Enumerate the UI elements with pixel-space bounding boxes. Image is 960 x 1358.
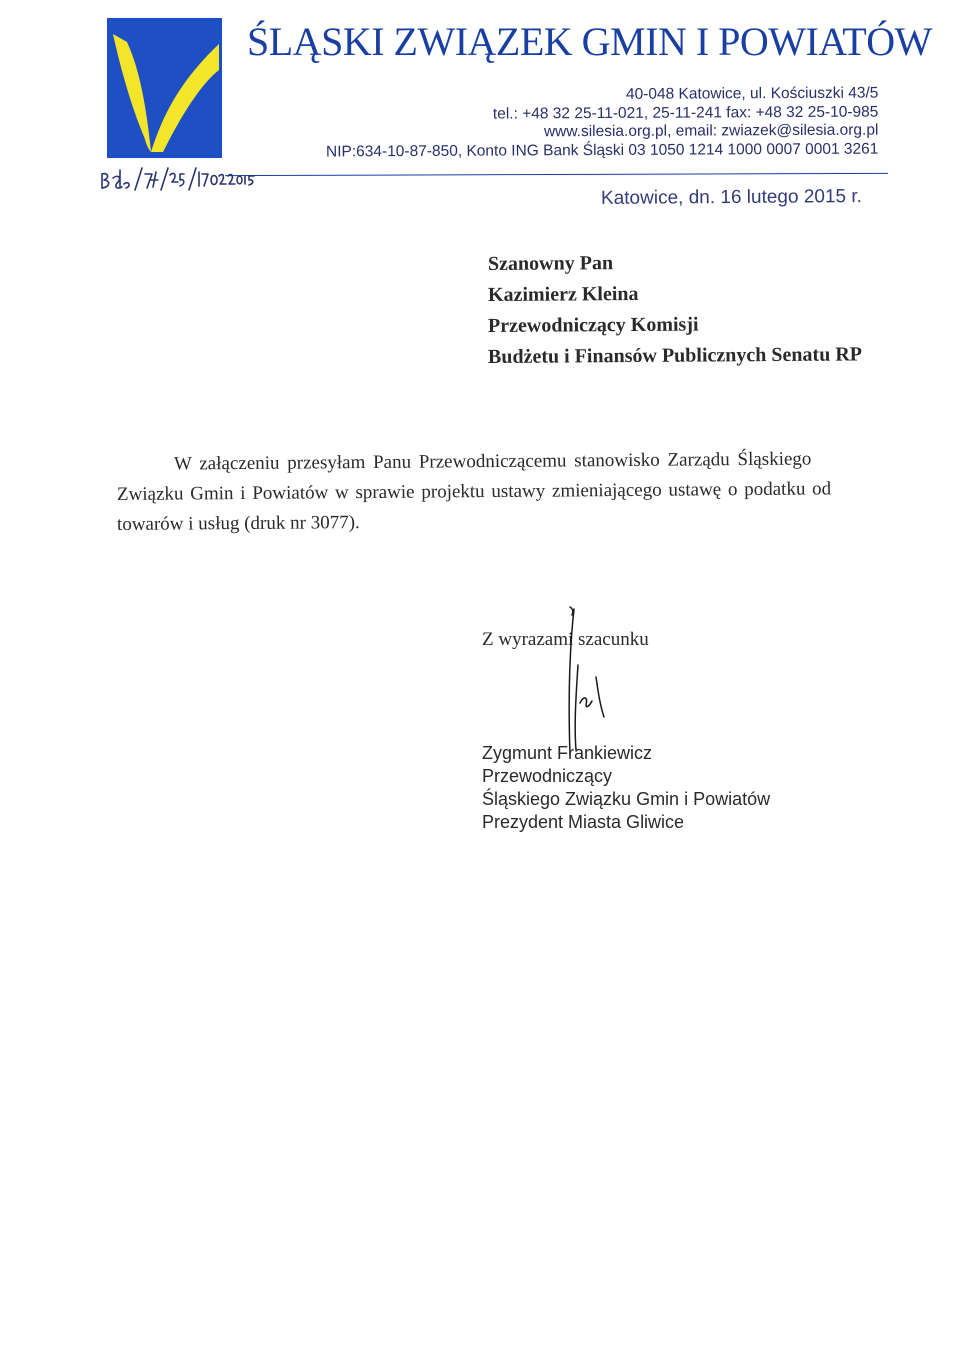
handwritten-reference-note (98, 160, 263, 200)
signer-title: Prezydent Miasta Gliwice (482, 812, 685, 832)
date-line: Katowice, dn. 16 lutego 2015 r. (601, 186, 863, 209)
address-line: 40-048 Katowice, ul. Kościuszki 43/5 (625, 84, 879, 103)
addressee-block (488, 250, 862, 374)
signer-name: Zygmunt Frankiewicz (482, 743, 653, 763)
organization-name: ŚLĄSKI ZWIĄZEK GMIN I POWIATÓW (247, 19, 932, 64)
addressee-committee: Budżetu i Finansów Publicznych Senatu RP (487, 343, 863, 368)
nip-account-line: NIP:634-10-87-850, Konto ING Bank Śląski 03 1050 1214 1000 0007 0001 3261 (325, 140, 879, 160)
salutation: Szanowny Pan (487, 252, 614, 275)
organization-logo (107, 18, 222, 158)
addressee-role: Przewodniczący Komisji (487, 313, 699, 337)
contact-block (326, 86, 878, 160)
body-line-1: W załączeniu przesyłam Panu Przewodniczącemu stanowisko Zarządu Śląskiego (173, 448, 812, 475)
signer-role: Przewodniczący (482, 766, 613, 786)
addressee-name: Kazimierz Kleina (487, 282, 639, 306)
header-divider (225, 173, 888, 176)
signer-block (482, 742, 770, 834)
handwritten-signature (552, 605, 622, 765)
signer-organization: Śląskiego Związku Gmin i Powiatów (482, 789, 771, 809)
body-line-2: Związku Gmin i Powiatów w sprawie projektu ustawy zmieniającego ustawę o podatku od (116, 478, 832, 505)
phone-fax-line: tel.: +48 32 25-11-021, 25-11-241 fax: +48 32 25-10-985 (492, 103, 879, 123)
letter-body (117, 450, 855, 540)
closing-phrase: Z wyrazami szacunku (482, 629, 649, 650)
body-line-3: towarów i usług (druk nr 3077). (116, 512, 360, 535)
web-email-line: www.silesia.org.pl, email: zwiazek@silesia.org.pl (543, 121, 879, 141)
